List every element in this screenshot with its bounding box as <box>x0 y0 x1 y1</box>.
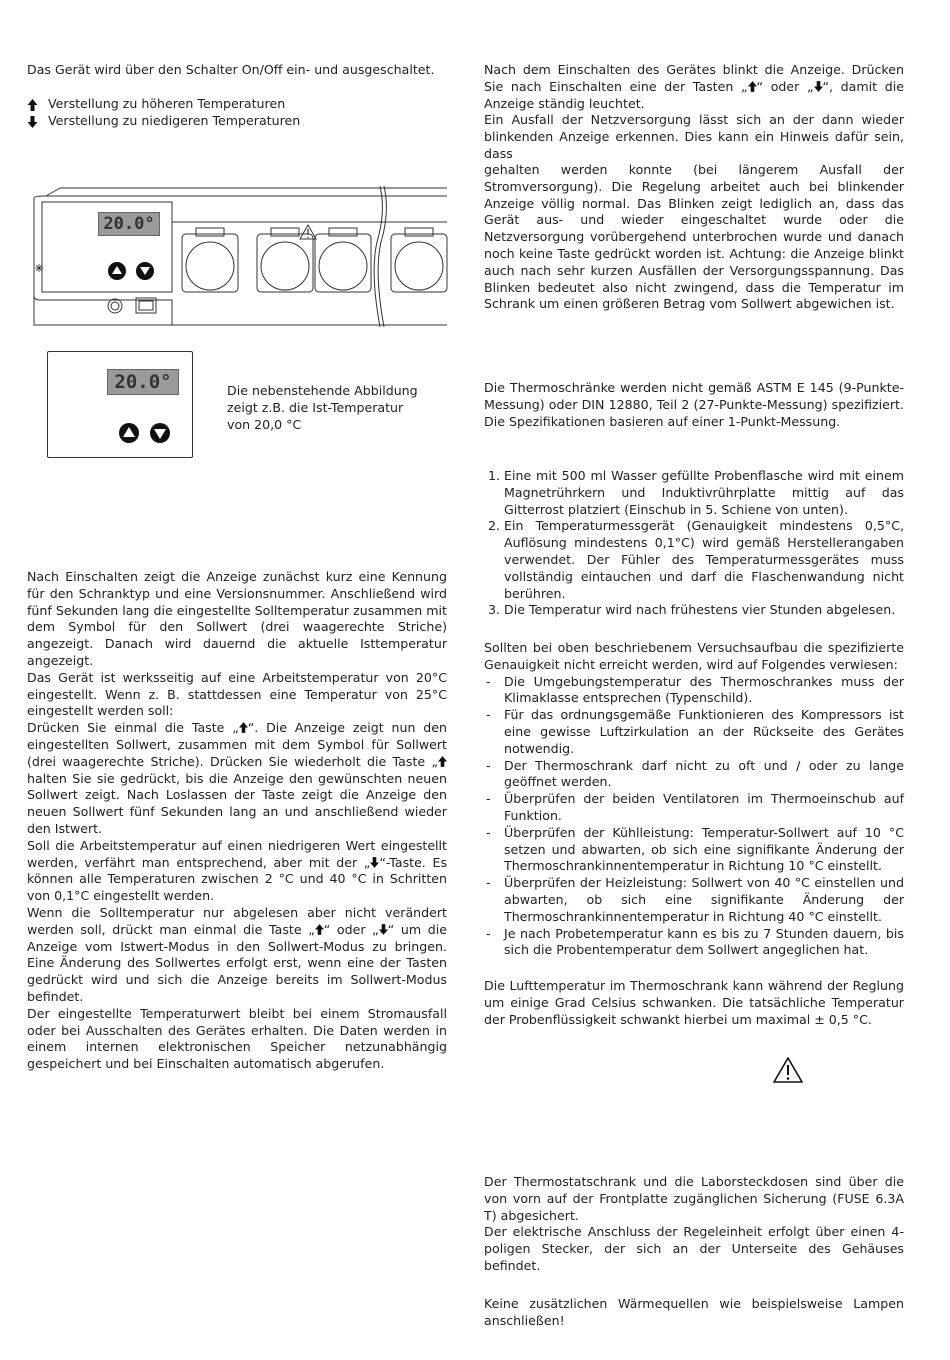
right-electrical-section <box>484 1174 904 1275</box>
list-item: - Überprüfen der beiden Ventilatoren im Thermoeinschub auf Funktion. <box>484 791 904 825</box>
right-fluctuation-section <box>484 978 904 1028</box>
arrow-down-icon <box>379 924 388 935</box>
caption-line-2: zeigt z.B. die Ist-Temperatur <box>227 399 404 415</box>
arrow-up-icon <box>239 722 248 733</box>
arrow-up-text: Verstellung zu höheren Temperaturen <box>48 96 286 112</box>
triangle-up-icon <box>108 262 126 280</box>
right-blink-section <box>484 62 904 163</box>
small-display-value: 20.0° <box>114 371 172 393</box>
list-item: - Je nach Probetemperatur kann es bis zu 7 Stunden dauern, bis sich die Probentemperatur dem Sollwert angeglichen hat. <box>484 926 904 960</box>
list-item: - Für das ordnungsgemäße Funktionieren des Kompressors ist eine gewisse Luftzirkulation an der Rückseite des Gerätes notwendig. <box>484 707 904 757</box>
small-down-button[interactable] <box>150 423 170 443</box>
fuse-paragraph: Der Thermostatschrank und die Laborsteckdosen sind über die von vorn auf der Frontplatte zugänglichen Sicherung (FUSE 6.3A T) abgesichert. <box>484 1174 904 1223</box>
heat-sources-paragraph: Keine zusätzlichen Wärmequellen wie beispielsweise Lampen anschließen! <box>484 1296 904 1328</box>
display-figure <box>47 351 193 458</box>
fluctuation-paragraph: Die Lufttemperatur im Thermoschrank kann während der Reglung um einige Grad Celsius schwanken. Die tatsächliche Temperatur der Probenflüssigkeit schwankt hierbei um maximal ± 0,5 °C. <box>484 978 904 1027</box>
factory-setting-paragraph: Das Gerät ist werksseitig auf eine Arbeitstemperatur von 20°C eingestellt. Wenn z. B. stattdessen eine Temperatur von 25°C eingestellt werden soll: <box>27 669 447 719</box>
troubleshoot-list <box>484 674 904 960</box>
blink-paragraph: Nach dem Einschalten des Gerätes blinkt die Anzeige. Drücken Sie nach Einschalten eine der Tasten „ “ oder „ “, damit die Anzeige ständig leuchtet. <box>484 62 904 111</box>
panel-down-button[interactable] <box>136 262 154 280</box>
decrease-paragraph: Soll die Arbeitstemperatur auf einen niedrigeren Wert eingestellt werden, verfährt man entsprechend, aber mit der „ “-Taste. Es können alle Temperaturen zwischen 2 °C und 40 °C in Schritten von 0,1°C eingestellt werden. <box>27 837 448 904</box>
triangle-down-icon <box>136 262 154 280</box>
arrow-up-icon <box>438 756 447 767</box>
list-item: 1. Eine mit 500 ml Wasser gefüllte Probenflasche wird mit einem Magnetrührkern und Induktivrührplatte mittig auf das Gitterrost platziert (Einschub in 5. Schiene von unten). <box>504 468 904 518</box>
arrow-down-icon <box>814 81 823 92</box>
arrow-up-icon <box>748 81 757 92</box>
warning-icon <box>772 1056 804 1084</box>
panel-temperature-display <box>98 212 160 236</box>
arrow-up-line <box>27 96 447 113</box>
display-caption <box>227 383 447 433</box>
list-item: - Der Thermoschrank darf nicht zu oft und / oder zu lange geöffnet werden. <box>484 758 904 792</box>
control-panel-figure <box>30 182 450 328</box>
read-setpoint-paragraph: Wenn die Solltemperatur nur abgelesen aber nicht verändert werden soll, drückt man einmal die Taste „ “ oder „ “ um die Anzeige vom Istwert-Modus in den Sollwert-Modus zu bringen. Eine Änderung des Sollwertes erfolgt erst, wenn eine der Tasten gedrückt wird und sich die Anzeige bereits im Sollwert-Modus befindet. <box>27 904 447 1004</box>
arrow-legend <box>27 96 447 130</box>
right-heat-warning-section <box>484 1296 904 1330</box>
right-steps-section <box>484 468 904 619</box>
small-temperature-display <box>107 369 179 395</box>
list-item: 2. Ein Temperaturmessgerät (Genauigkeit mindestens 0,5°C, Auflösung mindestens 0,1°C) wird gemäß Herstellerangaben verwendet. Der Fühler des Temperaturmessgerätes muss vollständig eintauchen und darf die Flaschenwandung nicht berühren. <box>504 518 904 602</box>
triangle-up-icon <box>119 423 139 443</box>
panel-outline <box>30 182 450 328</box>
panel-up-button[interactable] <box>108 262 126 280</box>
memory-paragraph: Der eingestellte Temperaturwert bleibt bei einem Stromausfall oder bei Ausschalten des Gerätes erhalten. Die Daten werden in einem internen elektronischen Speicher netzunabhängig gespeichert und bei Einschalten automatisch abgerufen. <box>27 1005 447 1072</box>
intro-text: Das Gerät wird über den Schalter On/Off ein- und ausgeschaltet. <box>27 62 435 77</box>
arrow-up-icon <box>315 924 324 935</box>
left-intro <box>27 62 457 79</box>
left-body <box>27 569 447 1073</box>
arrow-down-icon <box>27 116 38 128</box>
arrow-down-icon <box>370 857 379 868</box>
arrow-down-line <box>27 113 447 130</box>
caption-line-3: von 20,0 °C <box>227 416 302 432</box>
troubleshoot-intro: Sollten bei oben beschriebenem Versuchsaufbau die spezifizierte Genauigkeit nicht erreicht werden, wird auf Folgendes verwiesen: <box>484 640 904 672</box>
panel-display-value: 20.0° <box>103 214 155 234</box>
right-spec-section <box>484 380 904 430</box>
small-up-button[interactable] <box>119 423 139 443</box>
right-blink-continued <box>484 162 904 313</box>
caption-line-1: Die nebenstehende Abbildung <box>227 383 418 398</box>
arrow-up-icon <box>27 99 38 111</box>
power-failure-paragraph: Ein Ausfall der Netzversorgung lässt sich an der dann wieder blinkenden Anzeige erkennen. Dies kann ein Hinweis dafür sein, dass <box>484 112 904 161</box>
startup-paragraph: Nach Einschalten zeigt die Anzeige zunächst kurz eine Kennung für den Schranktyp und eine Versionsnummer. Anschließend wird fünf Sekunden lang die eingestellte Solltemperatur zusammen mit dem Symbol für den Sollwert (drei waagerechte Striche) angezeigt. Danach wird dauernd die aktuelle Isttemperatur angezeigt. <box>27 569 447 668</box>
list-item: 3. Die Temperatur wird nach frühestens vier Stunden abgelesen. <box>504 602 904 619</box>
right-troubleshoot-section <box>484 640 904 959</box>
specification-paragraph: Die Thermoschränke werden nicht gemäß ASTM E 145 (9-Punkte-Messung) oder DIN 12880, Teil 2 (27-Punkte-Messung) spezifiziert. Die Spezifikationen basieren auf einer 1-Punkt-Messung. <box>484 380 904 429</box>
list-item: - Überprüfen der Kühlleistung: Temperatur-Sollwert auf 10 °C setzen und abwarten, ob sich eine signifikante Änderung der Thermoschrankinnentemperatur in Richtung 10 °C einstellt. <box>484 825 904 875</box>
list-item: - Überprüfen der Heizleistung: Sollwert von 40 °C einstellen und abwarten, ob sich eine signifikante Änderung der Thermoschrankinnentemperatur in Richtung 40 °C einstellt. <box>484 875 904 925</box>
blink-explanation-paragraph: gehalten werden konnte (bei längerem Ausfall der Stromversorgung). Die Regelung arbeitet auch bei blinkender Anzeige völlig normal. Das Blinken zeigt lediglich an, dass das Gerät aus- und wieder eingeschaltet wurde oder die Netzversorgung vorübergehend unterbrochen wurde und danach noch keine Taste gedrückt worden ist. Achtung: die Anzeige blinkt auch nach sehr kurzen Ausfällen der Versorgungsspannung. Das Blinken bedeutet also nicht zwingend, dass die Temperatur im Schrank um einen größeren Betrag vom Sollwert abgewichen ist. <box>484 162 904 312</box>
arrow-down-text: Verstellung zu niedigeren Temperaturen <box>48 113 301 129</box>
measurement-steps <box>484 468 904 619</box>
connector-paragraph: Der elektrische Anschluss der Regeleinheit erfolgt über einen 4-poligen Stecker, der sich an der Unterseite des Gehäuses befindet. <box>484 1224 904 1273</box>
triangle-down-icon <box>150 423 170 443</box>
increase-paragraph: Drücken Sie einmal die Taste „ “. Die Anzeige zeigt nun den eingestellten Sollwert, zusammen mit dem Symbol für Sollwert (drei waagerechte Striche). Drücken Sie wiederholt die Taste „ halten Sie sie gedrückt, bis die Anzeige den gewünschten neuen Sollwert zeigt. Nach Loslassen der Taste zeigt die Anzeige den neuen Sollwert fünf Sekunden lang an und anschließend wieder den Istwert. <box>27 720 447 836</box>
list-item: - Die Umgebungstemperatur des Thermoschrankes muss der Klimaklasse entsprechen (Typenschild). <box>484 674 904 708</box>
